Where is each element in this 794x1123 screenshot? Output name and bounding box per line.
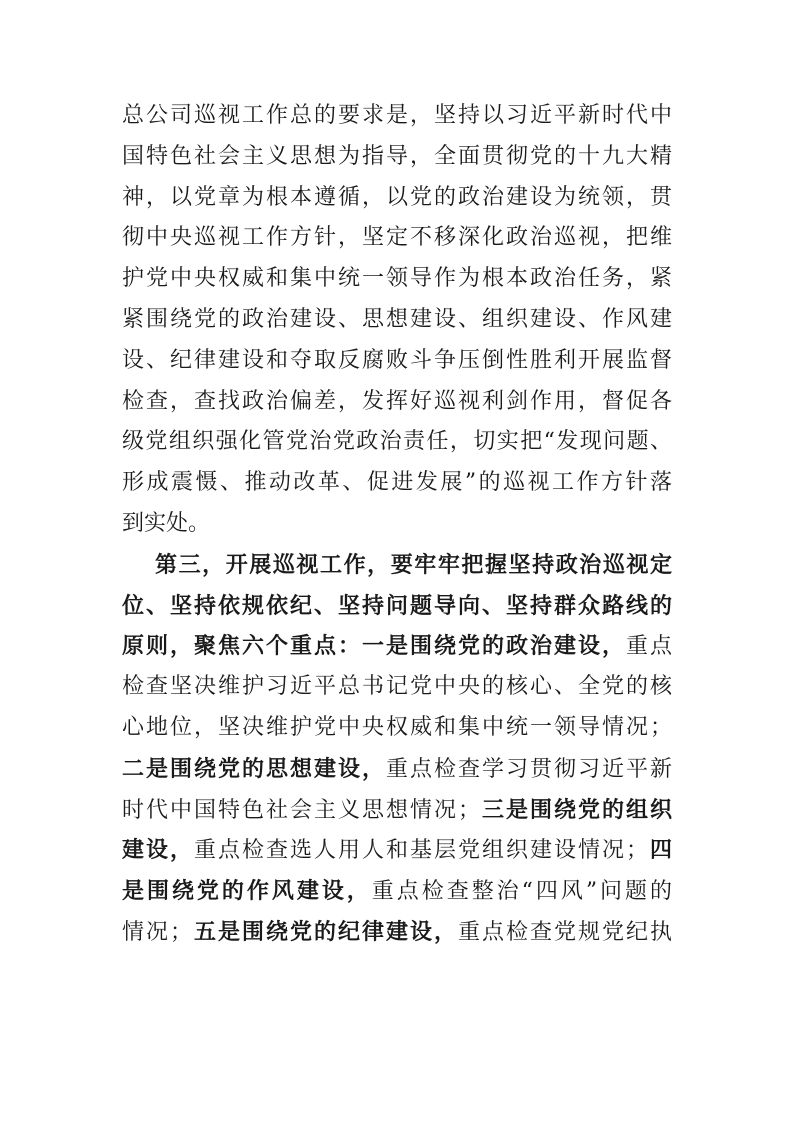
- text-run: 形成震慑、推动改革、促进发展”的巡视工作方针落: [122, 470, 672, 496]
- text-run: 重点检查学习贯彻习近平新: [386, 756, 672, 782]
- text-run-bold: 原则，聚焦六个重点：: [122, 633, 362, 660]
- text-line: [122, 341, 672, 382]
- text-run: 神，以党章为根本遵循，以党的政治建设为统领，贯: [122, 184, 672, 210]
- text-line: [122, 218, 672, 259]
- text-line: [122, 626, 672, 667]
- text-line: [122, 137, 672, 178]
- text-run-bold: 第三，开展巡视工作，要牢牢把握坚持政治巡视定: [155, 551, 672, 578]
- text-line: [122, 912, 672, 953]
- text-run: 重点检查整治“四风”问题的: [371, 879, 672, 905]
- text-line: [122, 96, 672, 137]
- text-run: 检查，查找政治偏差，发挥好巡视利剑作用，督促各: [122, 388, 672, 414]
- text-run: 检查坚决维护习近平总书记党中央的核心、全党的核: [122, 674, 672, 700]
- text-line: [122, 178, 672, 219]
- text-run-bold: 是围绕党的作风建设，: [122, 878, 372, 905]
- text-run: 国特色社会主义思想为指导，全面贯彻党的十九大精: [122, 143, 672, 169]
- text-line: [122, 708, 672, 749]
- text-run-bold: 一是围绕党的政治建设，: [361, 633, 626, 660]
- text-run: 紧围绕党的政治建设、思想建设、组织建设、作风建: [122, 306, 672, 332]
- text-line: [122, 463, 672, 504]
- text-line: [122, 259, 672, 300]
- text-run: 护党中央权威和集中统一领导作为根本政治任务，紧: [122, 266, 672, 292]
- text-run-bold: 三是围绕党的组织: [479, 796, 672, 823]
- text-line: [122, 790, 672, 831]
- text-line: [122, 300, 672, 341]
- text-run: 时代中国特色社会主义思想情况；: [122, 797, 480, 823]
- text-line: [122, 382, 672, 423]
- text-run: 心地位，坚决维护党中央权威和集中统一领导情况；: [122, 714, 672, 740]
- text-run-bold: 二是围绕党的思想建设，: [122, 755, 386, 782]
- text-line: [122, 586, 672, 627]
- document-body: [122, 96, 672, 953]
- text-run-bold: 五是围绕党的纪律建设，: [192, 918, 458, 945]
- text-run: 重点检查党规党纪执: [457, 919, 672, 945]
- text-line: [122, 545, 672, 586]
- text-line: [122, 830, 672, 871]
- text-run: 级党组织强化管党治党政治责任，切实把“发现问题、: [122, 429, 672, 455]
- text-run: 设、纪律建设和夺取反腐败斗争压倒性胜利开展监督: [122, 347, 672, 373]
- text-run: 重点检查选人用人和基层党组织建设情况；: [194, 838, 648, 864]
- text-line: [122, 749, 672, 790]
- text-run-bold: 建设，: [122, 837, 194, 864]
- text-line: [122, 871, 672, 912]
- text-line: [122, 422, 672, 463]
- text-run: 重点: [625, 634, 672, 660]
- text-run-bold: 位、坚持依规依纪、坚持问题导向、坚持群众路线的: [122, 592, 672, 619]
- text-line: [122, 504, 672, 545]
- text-run: 到实处。: [122, 510, 211, 536]
- text-line: [122, 667, 672, 708]
- text-run: 彻中央巡视工作方针，坚定不移深化政治巡视，把维: [122, 225, 672, 251]
- text-run: 总公司巡视工作总的要求是，坚持以习近平新时代中: [122, 103, 672, 128]
- text-run: 情况；: [122, 919, 192, 945]
- text-run-bold: 四: [647, 837, 672, 864]
